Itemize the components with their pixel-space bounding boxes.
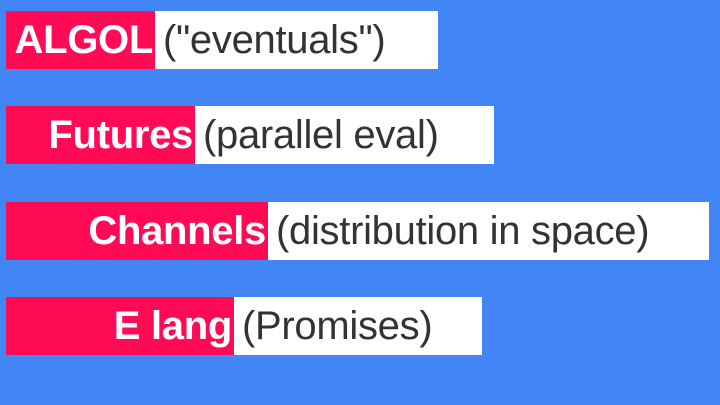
term-label: Futures	[6, 106, 195, 164]
note-label: (Promises)	[234, 297, 482, 355]
note-label: (parallel eval)	[195, 106, 494, 164]
list-item	[6, 11, 438, 69]
list-item	[6, 106, 494, 164]
term-label: ALGOL	[6, 11, 155, 69]
term-label: E lang	[6, 297, 234, 355]
note-label: ("eventuals")	[155, 11, 438, 69]
note-label: (distribution in space)	[268, 202, 709, 260]
term-label: Channels	[6, 202, 268, 260]
list-item	[6, 297, 482, 355]
list-item	[6, 202, 709, 260]
